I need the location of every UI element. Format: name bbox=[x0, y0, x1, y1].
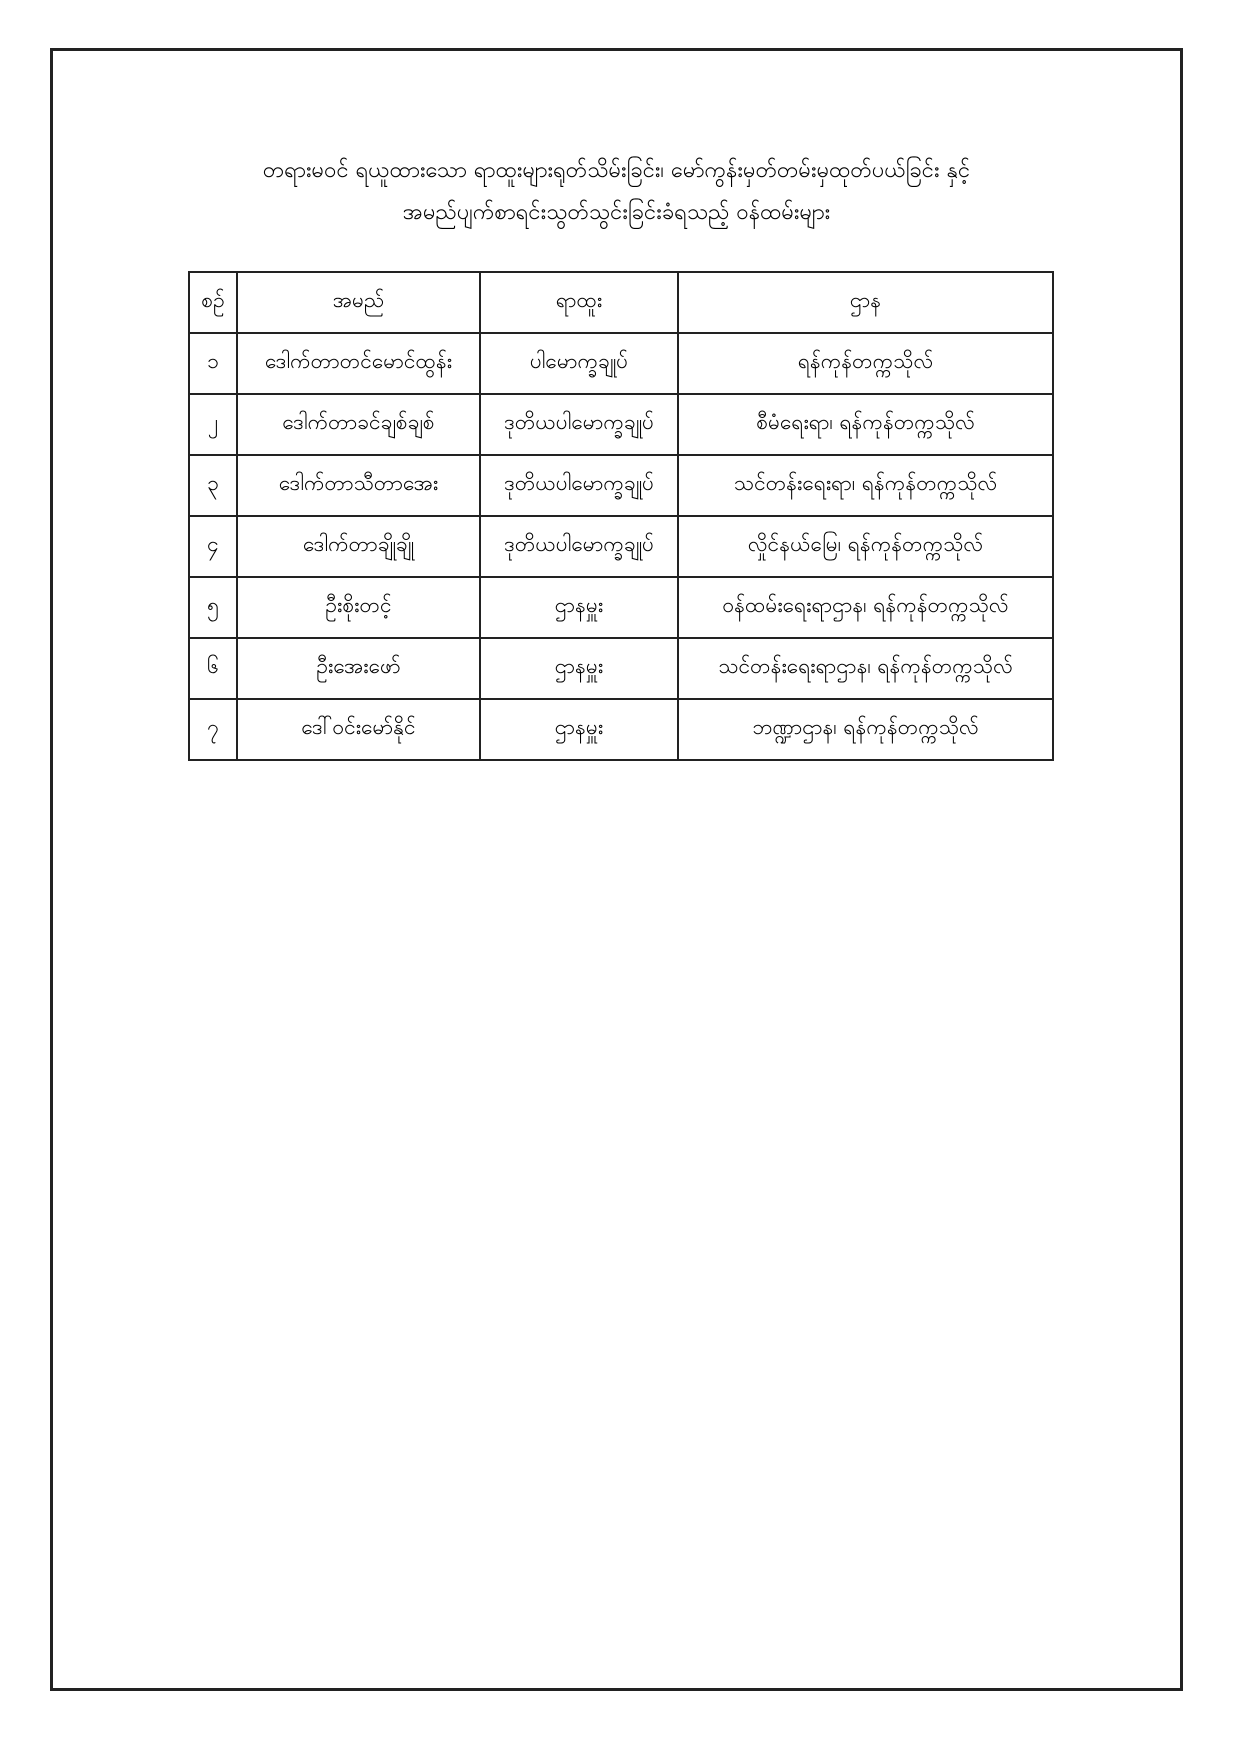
table-row bbox=[189, 638, 1053, 699]
cell-department: ဝန်ထမ်းရေးရာဌာန၊ ရန်ကုန်တက္ကသိုလ် bbox=[678, 577, 1053, 638]
table-row bbox=[189, 394, 1053, 455]
table-row bbox=[189, 455, 1053, 516]
title-line-2: အမည်ပျက်စာရင်းသွတ်သွင်းခြင်းခံရသည့် ဝန်ထမ်းများ bbox=[402, 200, 831, 225]
cell-name: ဒေါက်တာခင်ချစ်ချစ် bbox=[237, 394, 480, 455]
cell-department: သင်တန်းရေးရာဌာန၊ ရန်ကုန်တက္ကသိုလ် bbox=[678, 638, 1053, 699]
cell-serial: ၂ bbox=[189, 394, 237, 455]
cell-rank: ဒုတိယပါမောက္ခချုပ် bbox=[480, 516, 678, 577]
cell-rank: ပါမောက္ခချုပ် bbox=[480, 333, 678, 394]
cell-name: ဦးအေးဖော် bbox=[237, 638, 480, 699]
cell-serial: ၄ bbox=[189, 516, 237, 577]
staff-table bbox=[188, 271, 1054, 761]
table-row bbox=[189, 577, 1053, 638]
cell-serial: ၁ bbox=[189, 333, 237, 394]
header-department: ဌာန bbox=[678, 272, 1053, 333]
header-name: အမည် bbox=[237, 272, 480, 333]
cell-name: ဒေါက်တာသီတာအေး bbox=[237, 455, 480, 516]
cell-department: လှိုင်နယ်မြေ၊ ရန်ကုန်တက္ကသိုလ် bbox=[678, 516, 1053, 577]
cell-serial: ၇ bbox=[189, 699, 237, 760]
cell-serial: ၆ bbox=[189, 638, 237, 699]
header-rank: ရာထူး bbox=[480, 272, 678, 333]
table-row bbox=[189, 516, 1053, 577]
cell-rank: ဌာနမှူး bbox=[480, 577, 678, 638]
document-title bbox=[60, 150, 1173, 234]
cell-name: ဦးစိုးတင့် bbox=[237, 577, 480, 638]
cell-department: သင်တန်းရေးရာ၊ ရန်ကုန်တက္ကသိုလ် bbox=[678, 455, 1053, 516]
cell-rank: ဒုတိယပါမောက္ခချုပ် bbox=[480, 455, 678, 516]
cell-department: ရန်ကုန်တက္ကသိုလ် bbox=[678, 333, 1053, 394]
cell-department: စီမံရေးရာ၊ ရန်ကုန်တက္ကသိုလ် bbox=[678, 394, 1053, 455]
table-row bbox=[189, 699, 1053, 760]
cell-name: ဒေါက်တာတင်မောင်ထွန်း bbox=[237, 333, 480, 394]
cell-rank: ဌာနမှူး bbox=[480, 699, 678, 760]
title-line-1: တရားမဝင် ရယူထားသော ရာထူးများရုတ်သိမ်းခြင်း၊ မော်ကွန်းမှတ်တမ်းမှထုတ်ပယ်ခြင်း နှင့် bbox=[262, 158, 971, 183]
cell-department: ဘဏ္ဍာဌာန၊ ရန်ကုန်တက္ကသိုလ် bbox=[678, 699, 1053, 760]
header-serial: စဉ် bbox=[189, 272, 237, 333]
cell-name: ဒေါက်တာချိုချို bbox=[237, 516, 480, 577]
cell-rank: ဒုတိယပါမောက္ခချုပ် bbox=[480, 394, 678, 455]
cell-rank: ဌာနမှူး bbox=[480, 638, 678, 699]
table-header-row bbox=[189, 272, 1053, 333]
cell-name: ဒေါ်ဝင်းမော်နိုင် bbox=[237, 699, 480, 760]
cell-serial: ၃ bbox=[189, 455, 237, 516]
table-row bbox=[189, 333, 1053, 394]
cell-serial: ၅ bbox=[189, 577, 237, 638]
